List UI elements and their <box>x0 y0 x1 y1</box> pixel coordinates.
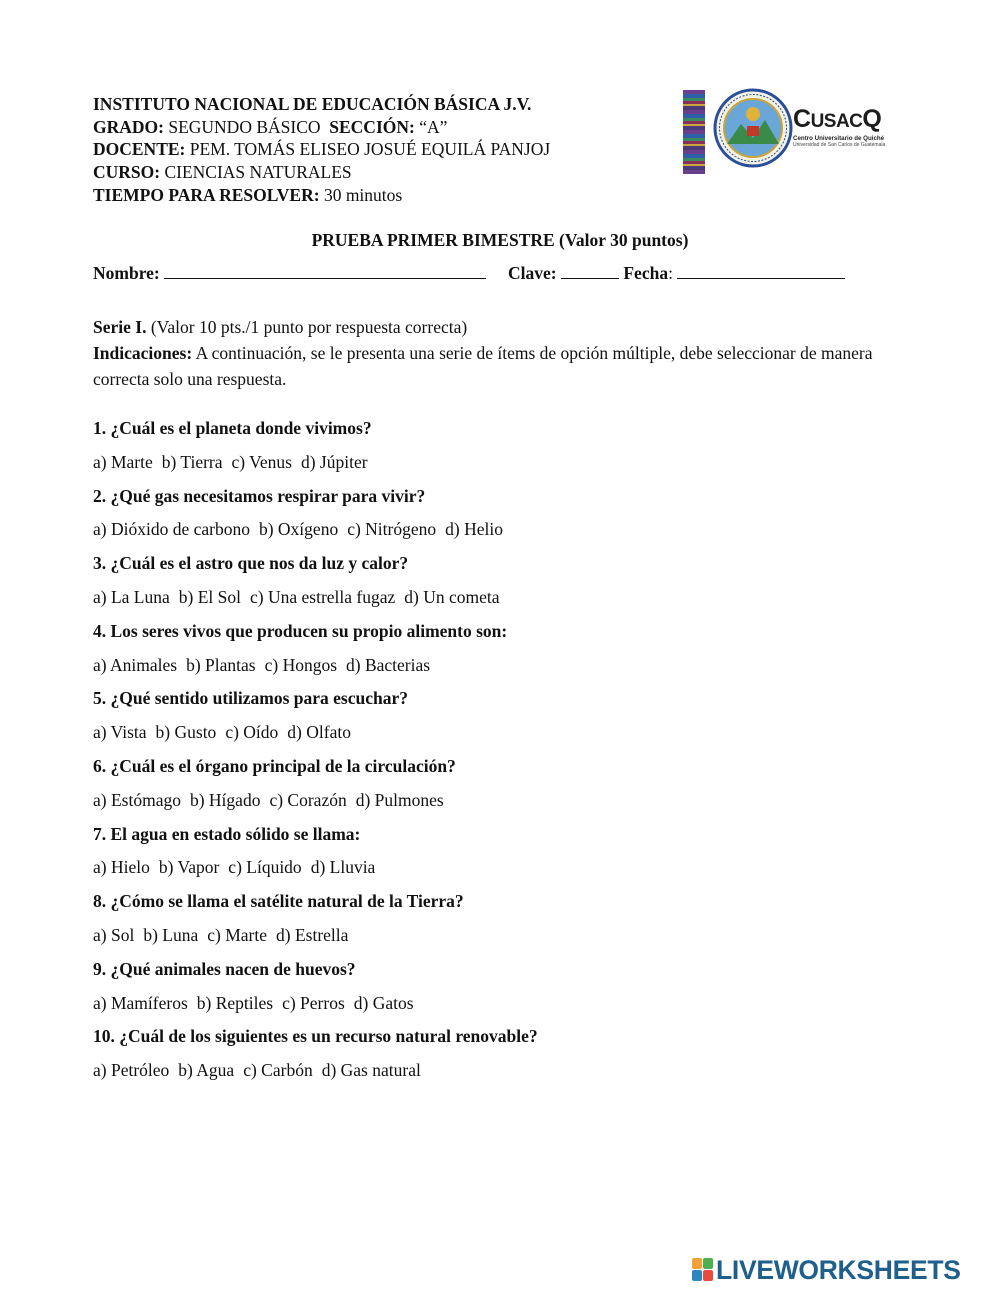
answer-option[interactable]: a) Hielo <box>93 857 150 878</box>
serie-label: Serie I. <box>93 317 147 337</box>
answer-option[interactable]: d) Gatos <box>353 992 414 1013</box>
question-stem: 6. ¿Cuál es el órgano principal de la circulación? <box>93 755 456 776</box>
answer-option[interactable]: d) Olfato <box>287 722 351 743</box>
grado-value: SEGUNDO BÁSICO <box>168 116 321 137</box>
question-stem: 5. ¿Qué sentido utilizamos para escuchar? <box>93 688 408 709</box>
question-options <box>93 790 923 824</box>
nombre-field[interactable] <box>164 264 486 279</box>
question-options <box>93 587 923 621</box>
textile-strip-logo <box>683 90 705 174</box>
question-stem: 10. ¿Cuál de los siguientes es un recurso natural renovable? <box>93 1026 538 1047</box>
question-options <box>93 857 923 891</box>
answer-option[interactable]: c) Corazón <box>269 789 347 810</box>
fecha-field[interactable] <box>677 264 845 279</box>
answer-option[interactable]: c) Perros <box>282 992 345 1013</box>
serie-instructions <box>93 314 923 392</box>
answer-option[interactable]: d) Un cometa <box>404 586 500 607</box>
answer-option[interactable]: d) Estrella <box>276 924 349 945</box>
fecha-colon: : <box>668 263 673 283</box>
indicaciones-text: A continuación, se le presenta una serie de ítems de opción múltiple, debe seleccionar de manera correcta solo una respuesta. <box>93 343 873 389</box>
docente-label: DOCENTE: <box>93 139 186 160</box>
liveworksheets-text: LIVEWORKSHEETS <box>716 1255 961 1285</box>
question-options <box>93 519 923 553</box>
answer-option[interactable]: c) Carbón <box>243 1060 313 1081</box>
clave-label: Clave: <box>508 263 557 283</box>
question-options <box>93 993 923 1027</box>
tiempo-label: TIEMPO PARA RESOLVER: <box>93 184 320 205</box>
answer-option[interactable]: a) Dióxido de carbono <box>93 519 250 540</box>
university-seal-logo <box>713 88 793 168</box>
answer-option[interactable]: c) Una estrella fugaz <box>250 586 396 607</box>
answer-option[interactable]: b) Hígado <box>189 789 261 810</box>
clave-field[interactable] <box>561 264 619 279</box>
answer-option[interactable]: b) Reptiles <box>196 992 274 1013</box>
curso-value: CIENCIAS NATURALES <box>164 162 352 183</box>
question-options <box>93 1060 923 1094</box>
grado-label: GRADO: <box>93 116 164 137</box>
nombre-label: Nombre: <box>93 263 160 283</box>
answer-option[interactable]: d) Júpiter <box>300 451 368 472</box>
question-stem: 2. ¿Qué gas necesitamos respirar para vivir? <box>93 485 426 506</box>
seccion-value: “A” <box>419 116 448 137</box>
institution-name: INSTITUTO NACIONAL DE EDUCACIÓN BÁSICA J.V. <box>93 94 532 114</box>
seccion-label: SECCIÓN: <box>329 116 415 137</box>
question-stem: 8. ¿Cómo se llama el satélite natural de la Tierra? <box>93 891 464 912</box>
answer-option[interactable]: c) Venus <box>231 451 292 472</box>
tiempo-line <box>93 184 550 207</box>
answer-option[interactable]: c) Líquido <box>228 857 302 878</box>
serie-value: (Valor 10 pts./1 punto por respuesta correcta) <box>150 317 468 337</box>
answer-option[interactable]: a) Sol <box>93 924 135 945</box>
answer-option[interactable]: b) Agua <box>178 1060 235 1081</box>
question-options <box>93 655 923 689</box>
answer-option[interactable]: c) Oído <box>225 722 279 743</box>
answer-option[interactable]: a) La Luna <box>93 586 170 607</box>
question-list <box>93 418 923 1094</box>
answer-option[interactable]: a) Petróleo <box>93 1060 170 1081</box>
answer-option[interactable]: b) Vapor <box>158 857 220 878</box>
docente-value: PEM. TOMÁS ELISEO JOSUÉ EQUILÁ PANJOJ <box>189 139 551 160</box>
cusacq-q: Q <box>862 105 882 133</box>
answer-option[interactable]: d) Pulmones <box>355 789 444 810</box>
answer-option[interactable]: d) Gas natural <box>321 1060 421 1081</box>
exam-title: PRUEBA PRIMER BIMESTRE (Valor 30 puntos) <box>311 230 689 250</box>
answer-option[interactable]: b) Plantas <box>186 654 256 675</box>
cusacq-university: Universidad de San Carlos de Guatemala <box>793 142 886 148</box>
cusacq-usac: USAC <box>810 111 863 132</box>
answer-option[interactable]: a) Estómago <box>93 789 181 810</box>
indicaciones-label: Indicaciones: <box>93 343 193 363</box>
question-stem: 4. Los seres vivos que producen su propio alimento son: <box>93 620 508 641</box>
answer-option[interactable]: b) Gusto <box>155 722 217 743</box>
grado-line <box>93 116 550 139</box>
question-stem: 1. ¿Cuál es el planeta donde vivimos? <box>93 418 372 438</box>
question-stem: 9. ¿Qué animales nacen de huevos? <box>93 958 356 979</box>
answer-option[interactable]: b) Luna <box>143 924 199 945</box>
curso-line <box>93 161 550 184</box>
question-options <box>93 925 923 959</box>
student-info-line <box>93 263 845 284</box>
answer-option[interactable]: c) Nitrógeno <box>347 519 437 540</box>
header-block <box>93 93 550 207</box>
fecha-label: Fecha <box>623 263 669 283</box>
answer-option[interactable]: d) Bacterias <box>346 654 431 675</box>
liveworksheets-watermark <box>692 1256 992 1284</box>
cusacq-subtitle: Centro Universitario de Quiché <box>793 135 885 142</box>
answer-option[interactable]: b) El Sol <box>178 586 241 607</box>
tiempo-value: 30 minutos <box>323 184 403 205</box>
curso-label: CURSO: <box>93 162 161 183</box>
cusacq-logo <box>793 106 903 148</box>
answer-option[interactable]: d) Helio <box>445 519 503 540</box>
answer-option[interactable]: d) Lluvia <box>310 857 376 878</box>
docente-line <box>93 138 550 161</box>
answer-option[interactable]: c) Marte <box>207 924 268 945</box>
answer-option[interactable]: a) Marte <box>93 451 153 472</box>
question-options <box>93 452 923 486</box>
answer-option[interactable]: a) Animales <box>93 654 178 675</box>
answer-option[interactable]: a) Vista <box>93 722 147 743</box>
liveworksheets-logo-icon <box>692 1258 714 1282</box>
question-options <box>93 722 923 756</box>
answer-option[interactable]: a) Mamíferos <box>93 992 188 1013</box>
answer-option[interactable]: b) Tierra <box>161 451 223 472</box>
cusacq-big-c: C <box>793 105 811 133</box>
header-logos <box>683 88 903 174</box>
answer-option[interactable]: b) Oxígeno <box>258 519 339 540</box>
answer-option[interactable]: c) Hongos <box>264 654 338 675</box>
question-stem: 3. ¿Cuál es el astro que nos da luz y calor? <box>93 553 409 574</box>
question-stem: 7. El agua en estado sólido se llama: <box>93 823 361 844</box>
